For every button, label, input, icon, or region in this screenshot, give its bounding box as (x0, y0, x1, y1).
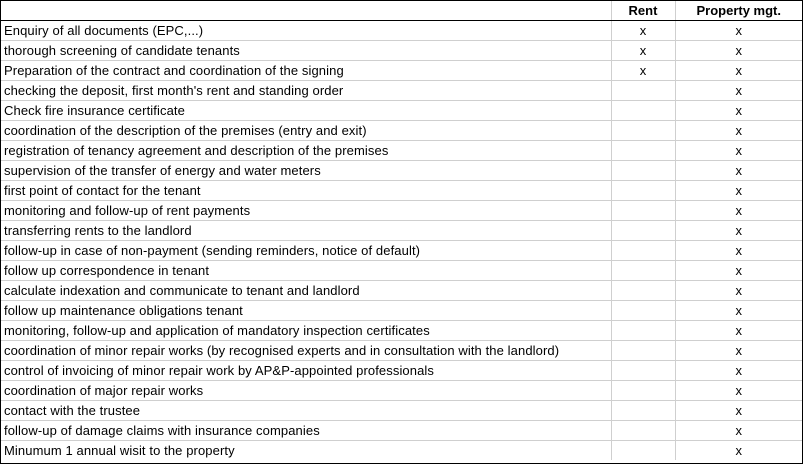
table-row (1, 101, 802, 121)
property-mgt-mark-cell: x (675, 301, 802, 321)
table-row (1, 141, 802, 161)
property-mgt-mark-cell: x (675, 401, 802, 421)
rent-mark-cell (611, 321, 675, 341)
table-row (1, 381, 802, 401)
task-cell: coordination of major repair works (1, 381, 611, 401)
property-mgt-mark-cell: x (675, 101, 802, 121)
task-cell: Check fire insurance certificate (1, 101, 611, 121)
rent-mark-cell (611, 81, 675, 101)
header-property-mgt: Property mgt. (675, 1, 802, 21)
table-row (1, 401, 802, 421)
rent-mark-cell (611, 441, 675, 461)
task-cell: coordination of the description of the premises (entry and exit) (1, 121, 611, 141)
table-row (1, 261, 802, 281)
rent-mark-cell (611, 101, 675, 121)
table-row (1, 321, 802, 341)
property-mgt-mark-cell: x (675, 41, 802, 61)
task-cell: follow-up of damage claims with insurance companies (1, 421, 611, 441)
task-cell: Preparation of the contract and coordination of the signing (1, 61, 611, 81)
table-row (1, 41, 802, 61)
property-mgt-mark-cell: x (675, 421, 802, 441)
table-row (1, 61, 802, 81)
rent-mark-cell (611, 381, 675, 401)
task-cell: first point of contact for the tenant (1, 181, 611, 201)
rent-mark-cell: x (611, 21, 675, 41)
rent-mark-cell (611, 341, 675, 361)
rent-mark-cell (611, 301, 675, 321)
table-row (1, 361, 802, 381)
table-body (1, 21, 802, 461)
rent-mark-cell (611, 241, 675, 261)
task-cell: registration of tenancy agreement and description of the premises (1, 141, 611, 161)
rent-mark-cell (611, 141, 675, 161)
property-mgt-mark-cell: x (675, 381, 802, 401)
property-mgt-mark-cell: x (675, 241, 802, 261)
task-cell: monitoring and follow-up of rent payments (1, 201, 611, 221)
rent-mark-cell (611, 161, 675, 181)
table-row (1, 181, 802, 201)
rent-mark-cell (611, 201, 675, 221)
task-cell: control of invoicing of minor repair work by AP&P-appointed professionals (1, 361, 611, 381)
task-cell: calculate indexation and communicate to tenant and landlord (1, 281, 611, 301)
rent-mark-cell (611, 401, 675, 421)
rent-mark-cell (611, 261, 675, 281)
property-mgt-mark-cell: x (675, 201, 802, 221)
header-rent: Rent (611, 1, 675, 21)
table-row (1, 121, 802, 141)
property-mgt-mark-cell: x (675, 161, 802, 181)
table-row (1, 341, 802, 361)
property-mgt-mark-cell: x (675, 61, 802, 81)
property-mgt-mark-cell: x (675, 361, 802, 381)
header-row (1, 1, 802, 21)
property-mgt-mark-cell: x (675, 281, 802, 301)
rent-mark-cell (611, 121, 675, 141)
table-row (1, 161, 802, 181)
table-row (1, 421, 802, 441)
task-cell: follow up correspondence in tenant (1, 261, 611, 281)
property-mgt-mark-cell: x (675, 261, 802, 281)
property-mgt-mark-cell: x (675, 81, 802, 101)
task-cell: Enquiry of all documents (EPC,...) (1, 21, 611, 41)
task-cell: thorough screening of candidate tenants (1, 41, 611, 61)
table-row (1, 241, 802, 261)
rent-mark-cell (611, 421, 675, 441)
property-mgt-mark-cell: x (675, 21, 802, 41)
table-row (1, 221, 802, 241)
property-mgt-mark-cell: x (675, 221, 802, 241)
task-cell: transferring rents to the landlord (1, 221, 611, 241)
task-cell: Minumum 1 annual wisit to the property (1, 441, 611, 461)
rent-mark-cell (611, 221, 675, 241)
task-cell: supervision of the transfer of energy and water meters (1, 161, 611, 181)
property-mgt-mark-cell: x (675, 441, 802, 461)
rent-mark-cell (611, 181, 675, 201)
task-cell: monitoring, follow-up and application of mandatory inspection certificates (1, 321, 611, 341)
rent-mark-cell: x (611, 41, 675, 61)
header-task (1, 1, 611, 21)
table-row (1, 441, 802, 461)
task-cell: follow-up in case of non-payment (sending reminders, notice of default) (1, 241, 611, 261)
property-mgt-mark-cell: x (675, 141, 802, 161)
property-mgt-mark-cell: x (675, 321, 802, 341)
table-row (1, 281, 802, 301)
services-table (1, 1, 802, 460)
task-cell: checking the deposit, first month's rent and standing order (1, 81, 611, 101)
table-row (1, 21, 802, 41)
rent-mark-cell: x (611, 61, 675, 81)
task-cell: contact with the trustee (1, 401, 611, 421)
task-cell: coordination of minor repair works (by recognised experts and in consultation with the landlord) (1, 341, 611, 361)
rent-mark-cell (611, 361, 675, 381)
property-mgt-mark-cell: x (675, 121, 802, 141)
task-cell: follow up maintenance obligations tenant (1, 301, 611, 321)
table-row (1, 301, 802, 321)
table-row (1, 81, 802, 101)
property-mgt-mark-cell: x (675, 181, 802, 201)
property-mgt-mark-cell: x (675, 341, 802, 361)
table-row (1, 201, 802, 221)
rent-mark-cell (611, 281, 675, 301)
